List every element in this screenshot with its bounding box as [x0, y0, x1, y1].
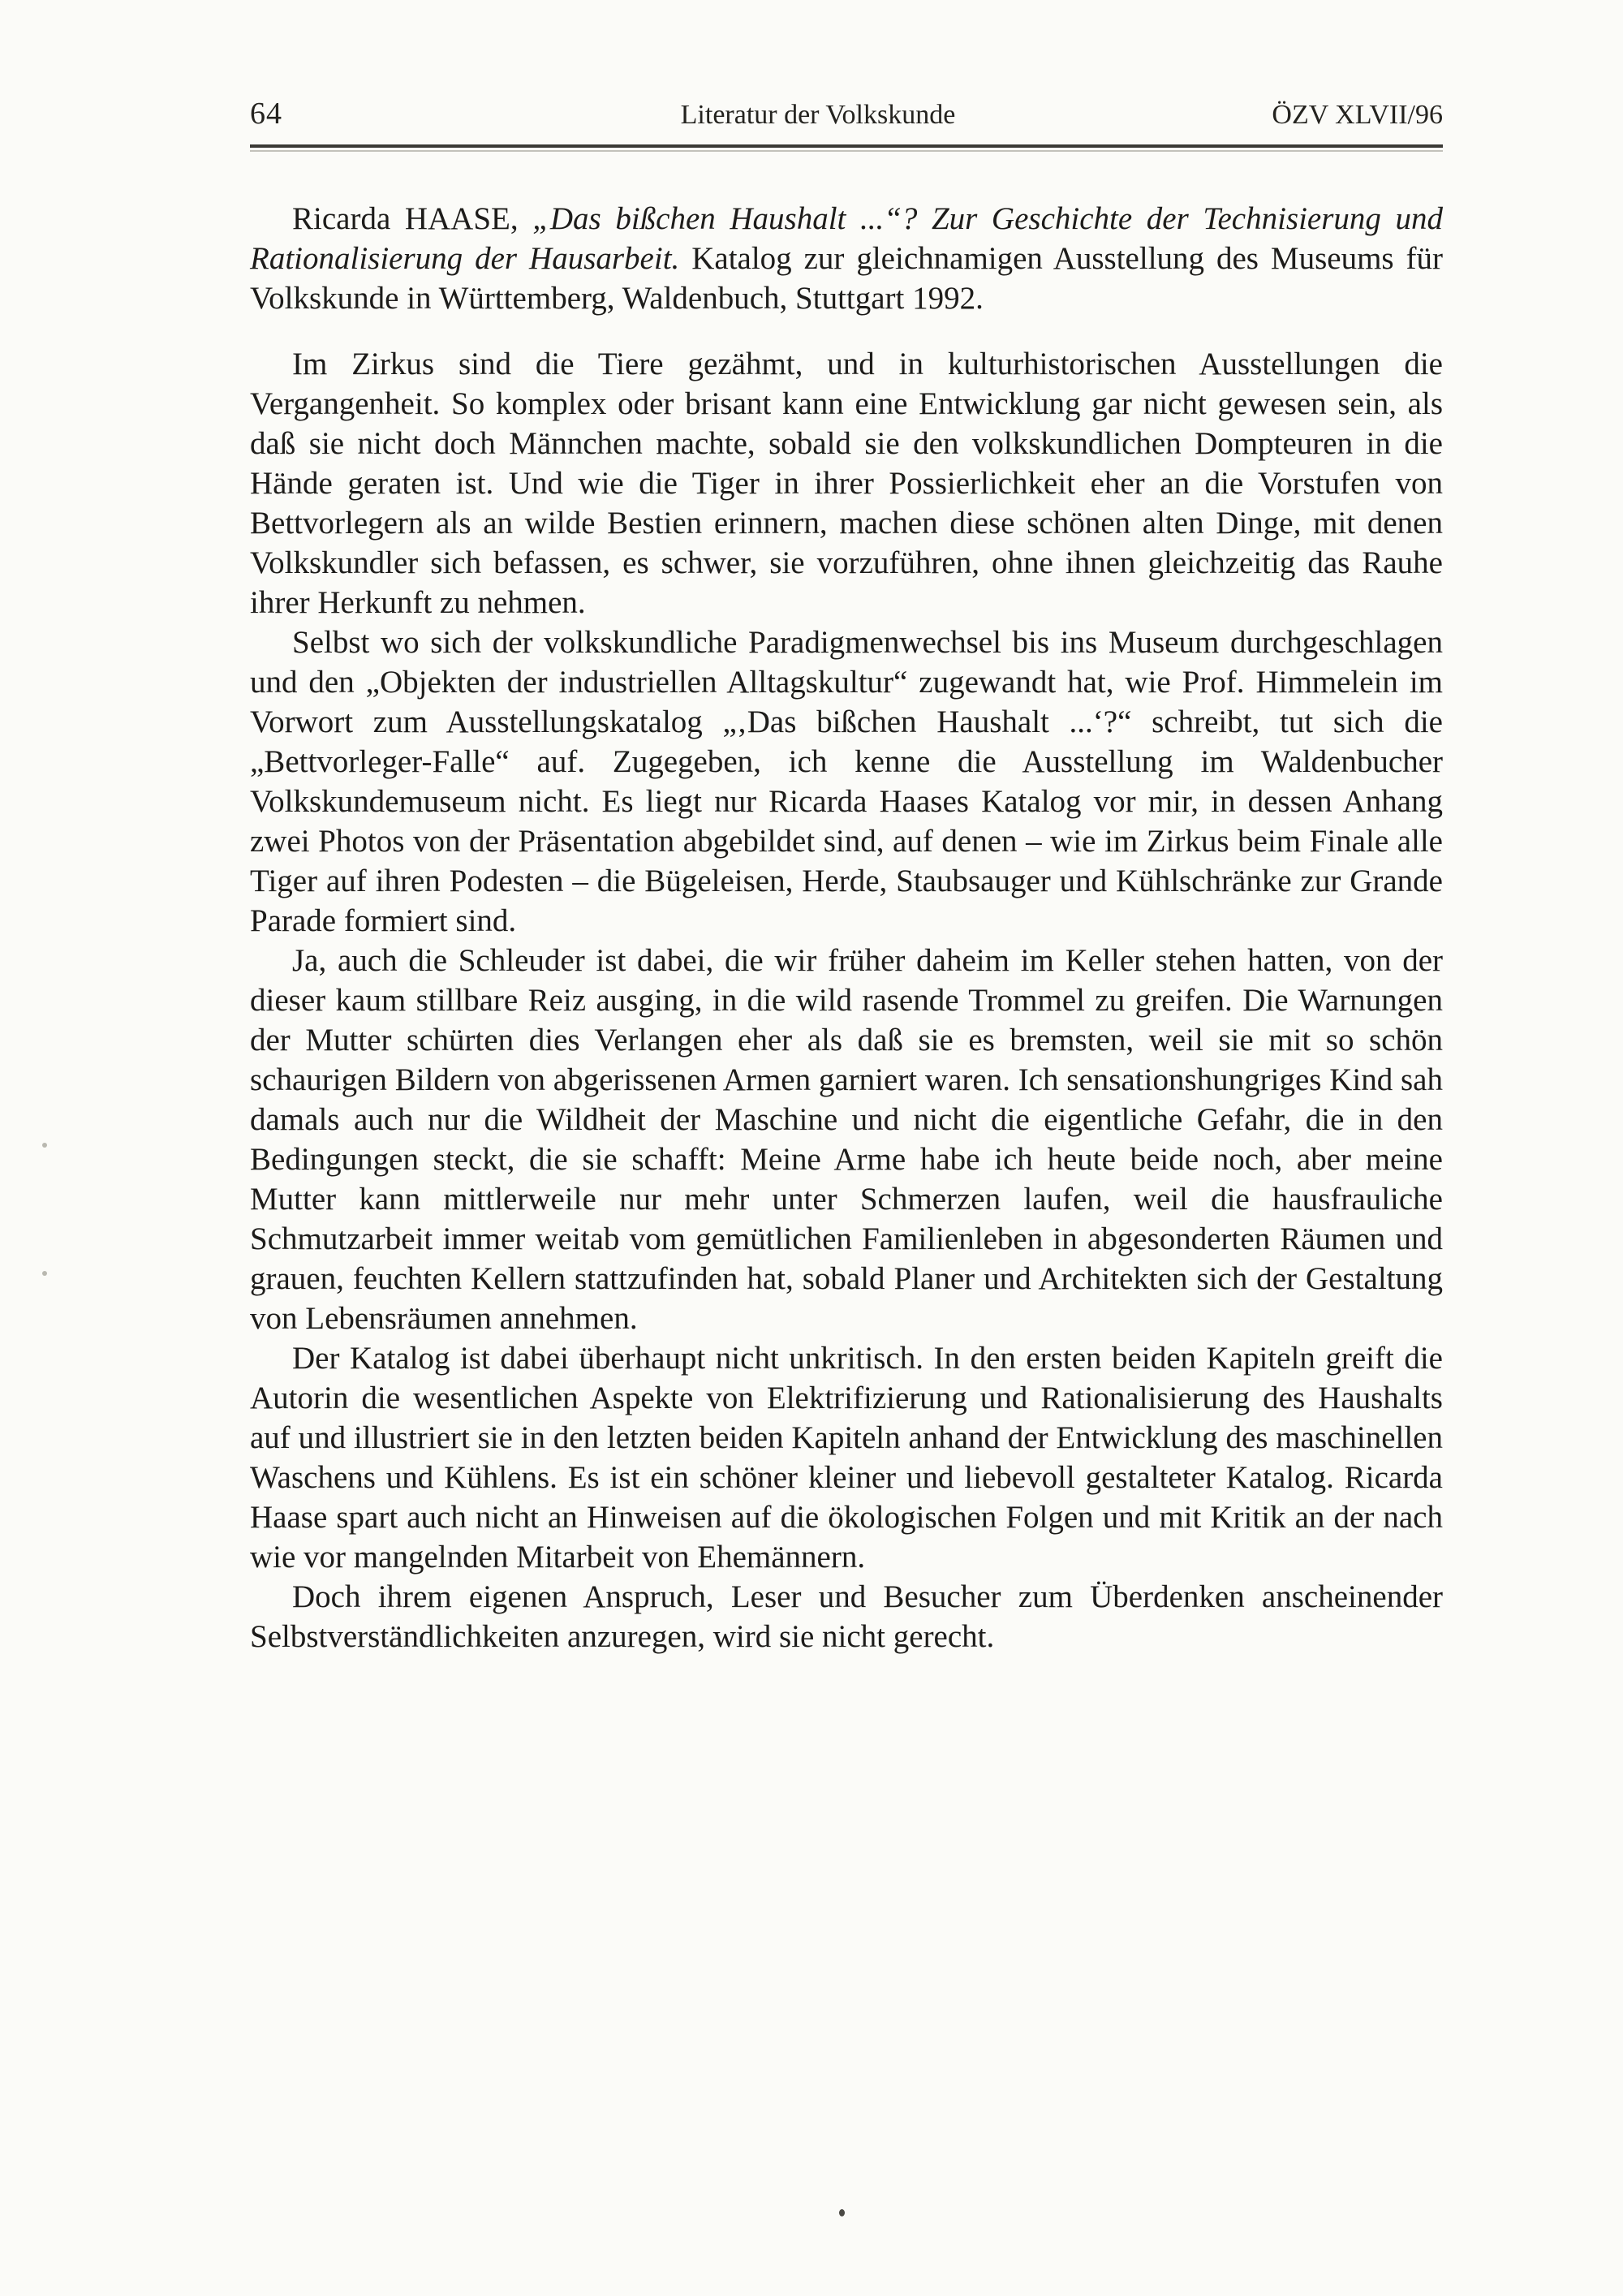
header-rule — [250, 144, 1443, 152]
page-number: 64 — [250, 97, 282, 131]
paragraph-2: Selbst wo sich der volkskundliche Paradigmenwechsel bis ins Museum durchgeschlagen und den „Objekten der industriellen Alltagskultur“ zugewandt hat, wie Prof. Himmelein im Vorwort zum Ausstellungskatalog „‚Das bißchen Haushalt ...‘?“ schreibt, tut sich die „Bettvorleger-Falle“ auf. Zugegeben, ich kenne die Ausstellung im Waldenbucher Volkskundemuseum nicht. Es liegt nur Ricarda Haases Katalog vor mir, in dessen Anhang zwei Photos von der Präsentation abgebildet sind, auf denen – wie im Zirkus beim Finale alle Tiger auf ihren Podesten – die Bügeleisen, Herde, Staubsauger und Kühlschränke zur Grande Parade formiert sind. — [250, 625, 1443, 938]
scan-speck — [42, 1271, 47, 1276]
paragraph-1: Im Zirkus sind die Tiere gezähmt, und in kulturhistorischen Ausstellungen die Vergangenheit. So komplex oder brisant kann eine Entwicklung gar nicht gewesen sein, als daß sie nicht doch Männchen machte, sobald sie den volkskundlichen Dompteuren in die Hände geraten ist. Und wie die Tiger in ihrer Possierlichkeit eher an die Vorstufen von Bettvorlegern als an wilde Bestien erinnern, machen diese schönen alten Dinge, mit denen Volkskundler sich befassen, es schwer, sie vorzuführen, ohne ihnen gleichzeitig das Rauhe ihrer Herkunft zu nehmen. — [250, 347, 1443, 620]
scan-speck — [42, 1143, 47, 1148]
paragraph-5: Doch ihrem eigenen Anspruch, Leser und Besucher zum Überdenken anscheinender Selbstverständlichkeiten anzuregen, wird sie nicht gerecht. — [250, 1579, 1443, 1654]
citation-paragraph — [250, 199, 1443, 318]
paragraph-4: Der Katalog ist dabei überhaupt nicht unkritisch. In den ersten beiden Kapiteln greift die Autorin die wesentlichen Aspekte von Elektrifizierung und Rationalisierung des Haushalts auf und illustriert sie in den letzten beiden Kapiteln anhand der Entwicklung des maschinellen Waschens und Kühlens. Es ist ein schöner kleiner und liebevoll gestalteter Katalog. Ricarda Haase spart auch nicht an Hinweisen auf die ökologischen Folgen und mit Kritik an der nach wie vor mangelnden Mitarbeit von Ehemännern. — [250, 1341, 1443, 1574]
running-title: Literatur der Volkskunde — [680, 100, 956, 130]
review-text-block — [250, 199, 1443, 1656]
scan-artifact-dot — [839, 2209, 845, 2216]
page-header — [250, 96, 1443, 131]
citation-publication: Katalog zur gleichnamigen Ausstellung des Museums für Volkskunde in Württemberg, Waldenbuch, Stuttgart 1992. — [250, 241, 1443, 316]
journal-issue-reference: ÖZV XLVII/96 — [1272, 100, 1443, 130]
citation-author: Ricarda HAASE, — [292, 201, 533, 236]
citation-title: „Das bißchen Haushalt ...“? Zur Geschichte der Technisierung und Rationalisierung der Hausarbeit. — [250, 201, 1443, 276]
paragraph-3: Ja, auch die Schleuder ist dabei, die wir früher daheim im Keller stehen hatten, von der dieser kaum stillbare Reiz ausging, in die wild rasende Trommel zu greifen. Die Warnungen der Mutter schürten dies Verlangen eher als daß sie es bremsten, weil sie mit so schön schaurigen Bildern von abgerissenen Armen garniert waren. Ich sensationshungriges Kind sah damals auch nur die Wildheit der Maschine und nicht die eigentliche Gefahr, die in den Bedingungen steckt, die sie schafft: Meine Arme habe ich heute beide noch, aber meine Mutter kann mittlerweile nur mehr unter Schmerzen laufen, weil die hausfrauliche Schmutzarbeit immer weitab vom gemütlichen Familienleben in abgesonderten Räumen und grauen, feuchten Kellern stattzufinden hat, sobald Planer und Architekten sich der Gestaltung von Lebensräumen annehmen. — [250, 943, 1443, 1336]
